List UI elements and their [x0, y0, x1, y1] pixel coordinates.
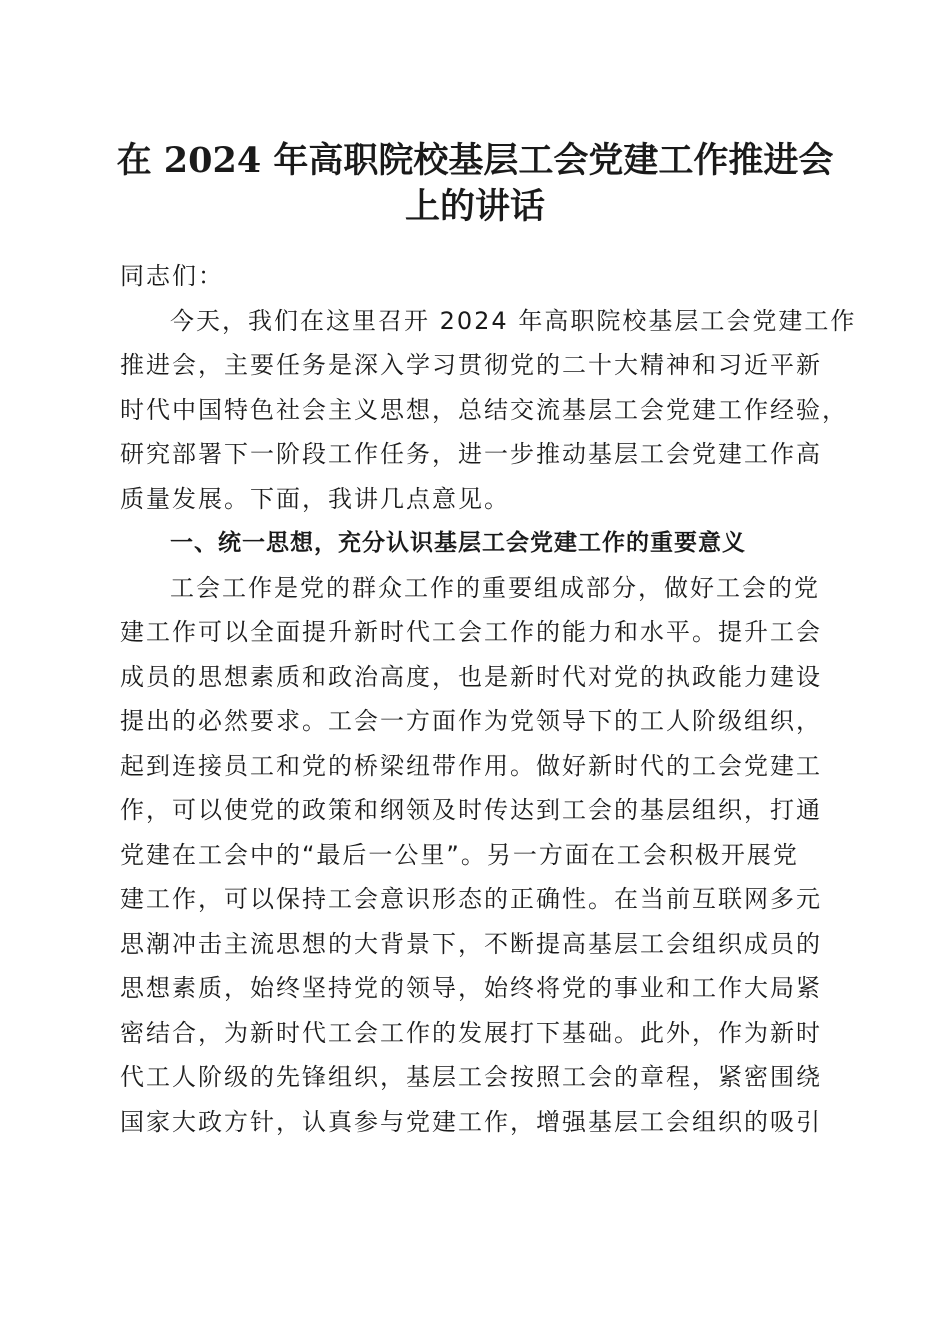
section-heading: 一、统一思想，充分认识基层工会党建工作的重要意义	[170, 530, 746, 556]
section-line: 工会工作是党的群众工作的重要组成部分，做好工会的党	[170, 573, 820, 602]
intro-line: 今天，我们在这里召开 2024 年高职院校基层工会党建工作	[170, 306, 857, 335]
intro-line: 研究部署下一阶段工作任务，进一步推动基层工会党建工作高	[120, 440, 822, 468]
section-line: 建工作可以全面提升新时代工会工作的能力和水平。提升工会	[120, 618, 822, 646]
section-line: 国家大政方针，认真参与党建工作，增强基层工会组织的吸引	[120, 1107, 822, 1136]
section-line: 思潮冲击主流思想的大背景下，不断提高基层工会组织成员的	[120, 929, 822, 958]
section-line: 提出的必然要求。工会一方面作为党领导下的工人阶级组织，	[120, 707, 822, 735]
intro-line: 时代中国特色社会主义思想，总结交流基层工会党建工作经验，	[120, 395, 848, 424]
section-line: 起到连接员工和党的桥梁纽带作用。做好新时代的工会党建工	[120, 751, 822, 780]
document-title-line-1: 在 2024 年高职院校基层工会党建工作推进会	[116, 140, 834, 181]
section-line: 密结合，为新时代工会工作的发展打下基础。此外，作为新时	[120, 1018, 822, 1047]
section-line: 作，可以使党的政策和纲领及时传达到工会的基层组织，打通	[120, 796, 822, 824]
intro-line: 推进会，主要任务是深入学习贯彻党的二十大精神和习近平新	[120, 351, 822, 379]
document-title-line-2: 上的讲话	[404, 186, 545, 227]
section-line: 代工人阶级的先锋组织，基层工会按照工会的章程，紧密围绕	[120, 1063, 822, 1091]
intro-line: 质量发展。下面，我讲几点意见。	[120, 484, 510, 513]
section-line: 党建在工会中的“最后一公里”。另一方面在工会积极开展党	[120, 840, 799, 869]
section-line: 思想素质，始终坚持党的领导，始终将党的事业和工作大局紧	[120, 974, 822, 1002]
document-body	[120, 254, 857, 1144]
section-line: 成员的思想素质和政治高度，也是新时代对党的执政能力建设	[120, 662, 822, 691]
section-line: 建工作，可以保持工会意识形态的正确性。在当前互联网多元	[120, 885, 822, 913]
salutation: 同志们：	[120, 262, 224, 290]
